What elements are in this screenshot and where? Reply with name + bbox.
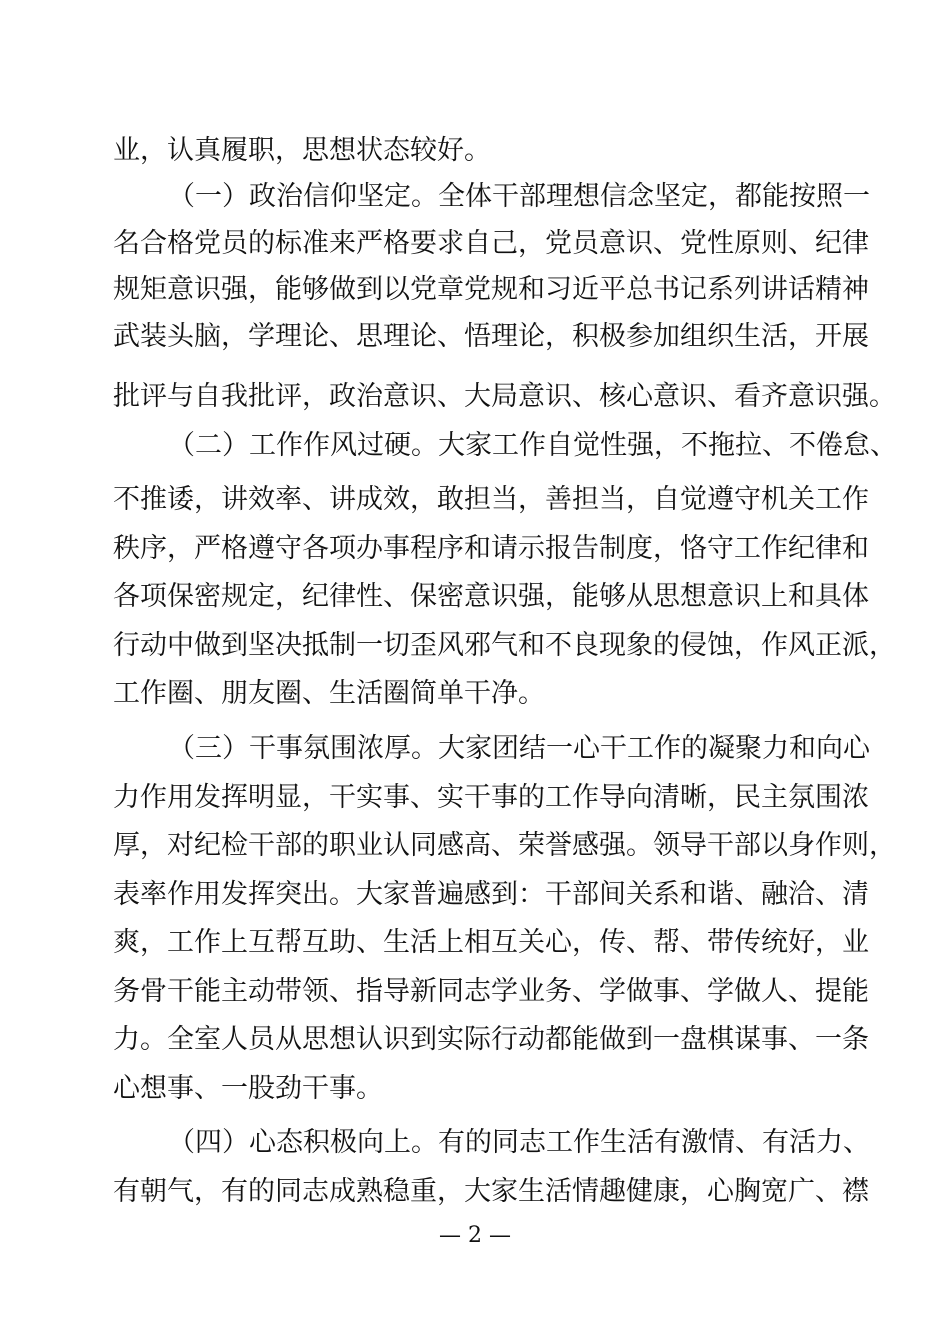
text-line: 名合格党员的标准来严格要求自己，党员意识、党性原则、纪律 <box>113 228 869 259</box>
text-line: 不推诿，讲效率、讲成效，敢担当，善担当，自觉遵守机关工作 <box>113 484 869 515</box>
text-line: 力作用发挥明显，干实事、实干事的工作导向清晰，民主氛围浓 <box>113 782 869 813</box>
paragraph-heading-line: （二）工作作风过硬。大家工作自觉性强，不拖拉、不倦怠、 <box>168 430 897 461</box>
text-line: 业，认真履职，思想状态较好。 <box>113 135 491 166</box>
text-line: 表率作用发挥突出。大家普遍感到：干部间关系和谐、融洽、清 <box>113 879 869 910</box>
paragraph-heading-line: （一）政治信仰坚定。全体干部理想信念坚定，都能按照一 <box>168 181 870 212</box>
text-line: 工作圈、朋友圈、生活圈简单干净。 <box>113 678 545 709</box>
text-line: 行动中做到坚决抵制一切歪风邪气和不良现象的侵蚀，作风正派， <box>113 630 896 661</box>
text-line: 各项保密规定，纪律性、保密意识强，能够从思想意识上和具体 <box>113 581 869 612</box>
text-line: 心想事、一股劲干事。 <box>113 1073 383 1104</box>
text-line: 规矩意识强，能够做到以党章党规和习近平总书记系列讲话精神 <box>113 274 869 305</box>
text-line: 爽，工作上互帮互助、生活上相互关心，传、帮、带传统好，业 <box>113 927 869 958</box>
paragraph-heading-line: （三）干事氛围浓厚。大家团结一心干工作的凝聚力和向心 <box>168 733 870 764</box>
text-line: 批评与自我批评，政治意识、大局意识、核心意识、看齐意识强。 <box>113 381 896 412</box>
text-line: 秩序，严格遵守各项办事程序和请示报告制度，恪守工作纪律和 <box>113 533 869 564</box>
text-line: 力。全室人员从思想认识到实际行动都能做到一盘棋谋事、一条 <box>113 1024 869 1055</box>
paragraph-heading-line: （四）心态积极向上。有的同志工作生活有激情、有活力、 <box>168 1127 870 1158</box>
text-line: 厚，对纪检干部的职业认同感高、荣誉感强。领导干部以身作则， <box>113 830 896 861</box>
text-line: 务骨干能主动带领、指导新同志学业务、学做事、学做人、提能 <box>113 976 869 1007</box>
text-line: 武装头脑，学理论、思理论、悟理论，积极参加组织生活，开展 <box>113 321 869 352</box>
page-number: — 2 — <box>439 1223 511 1248</box>
text-line: 有朝气，有的同志成熟稳重，大家生活情趣健康，心胸宽广、襟 <box>113 1176 869 1207</box>
